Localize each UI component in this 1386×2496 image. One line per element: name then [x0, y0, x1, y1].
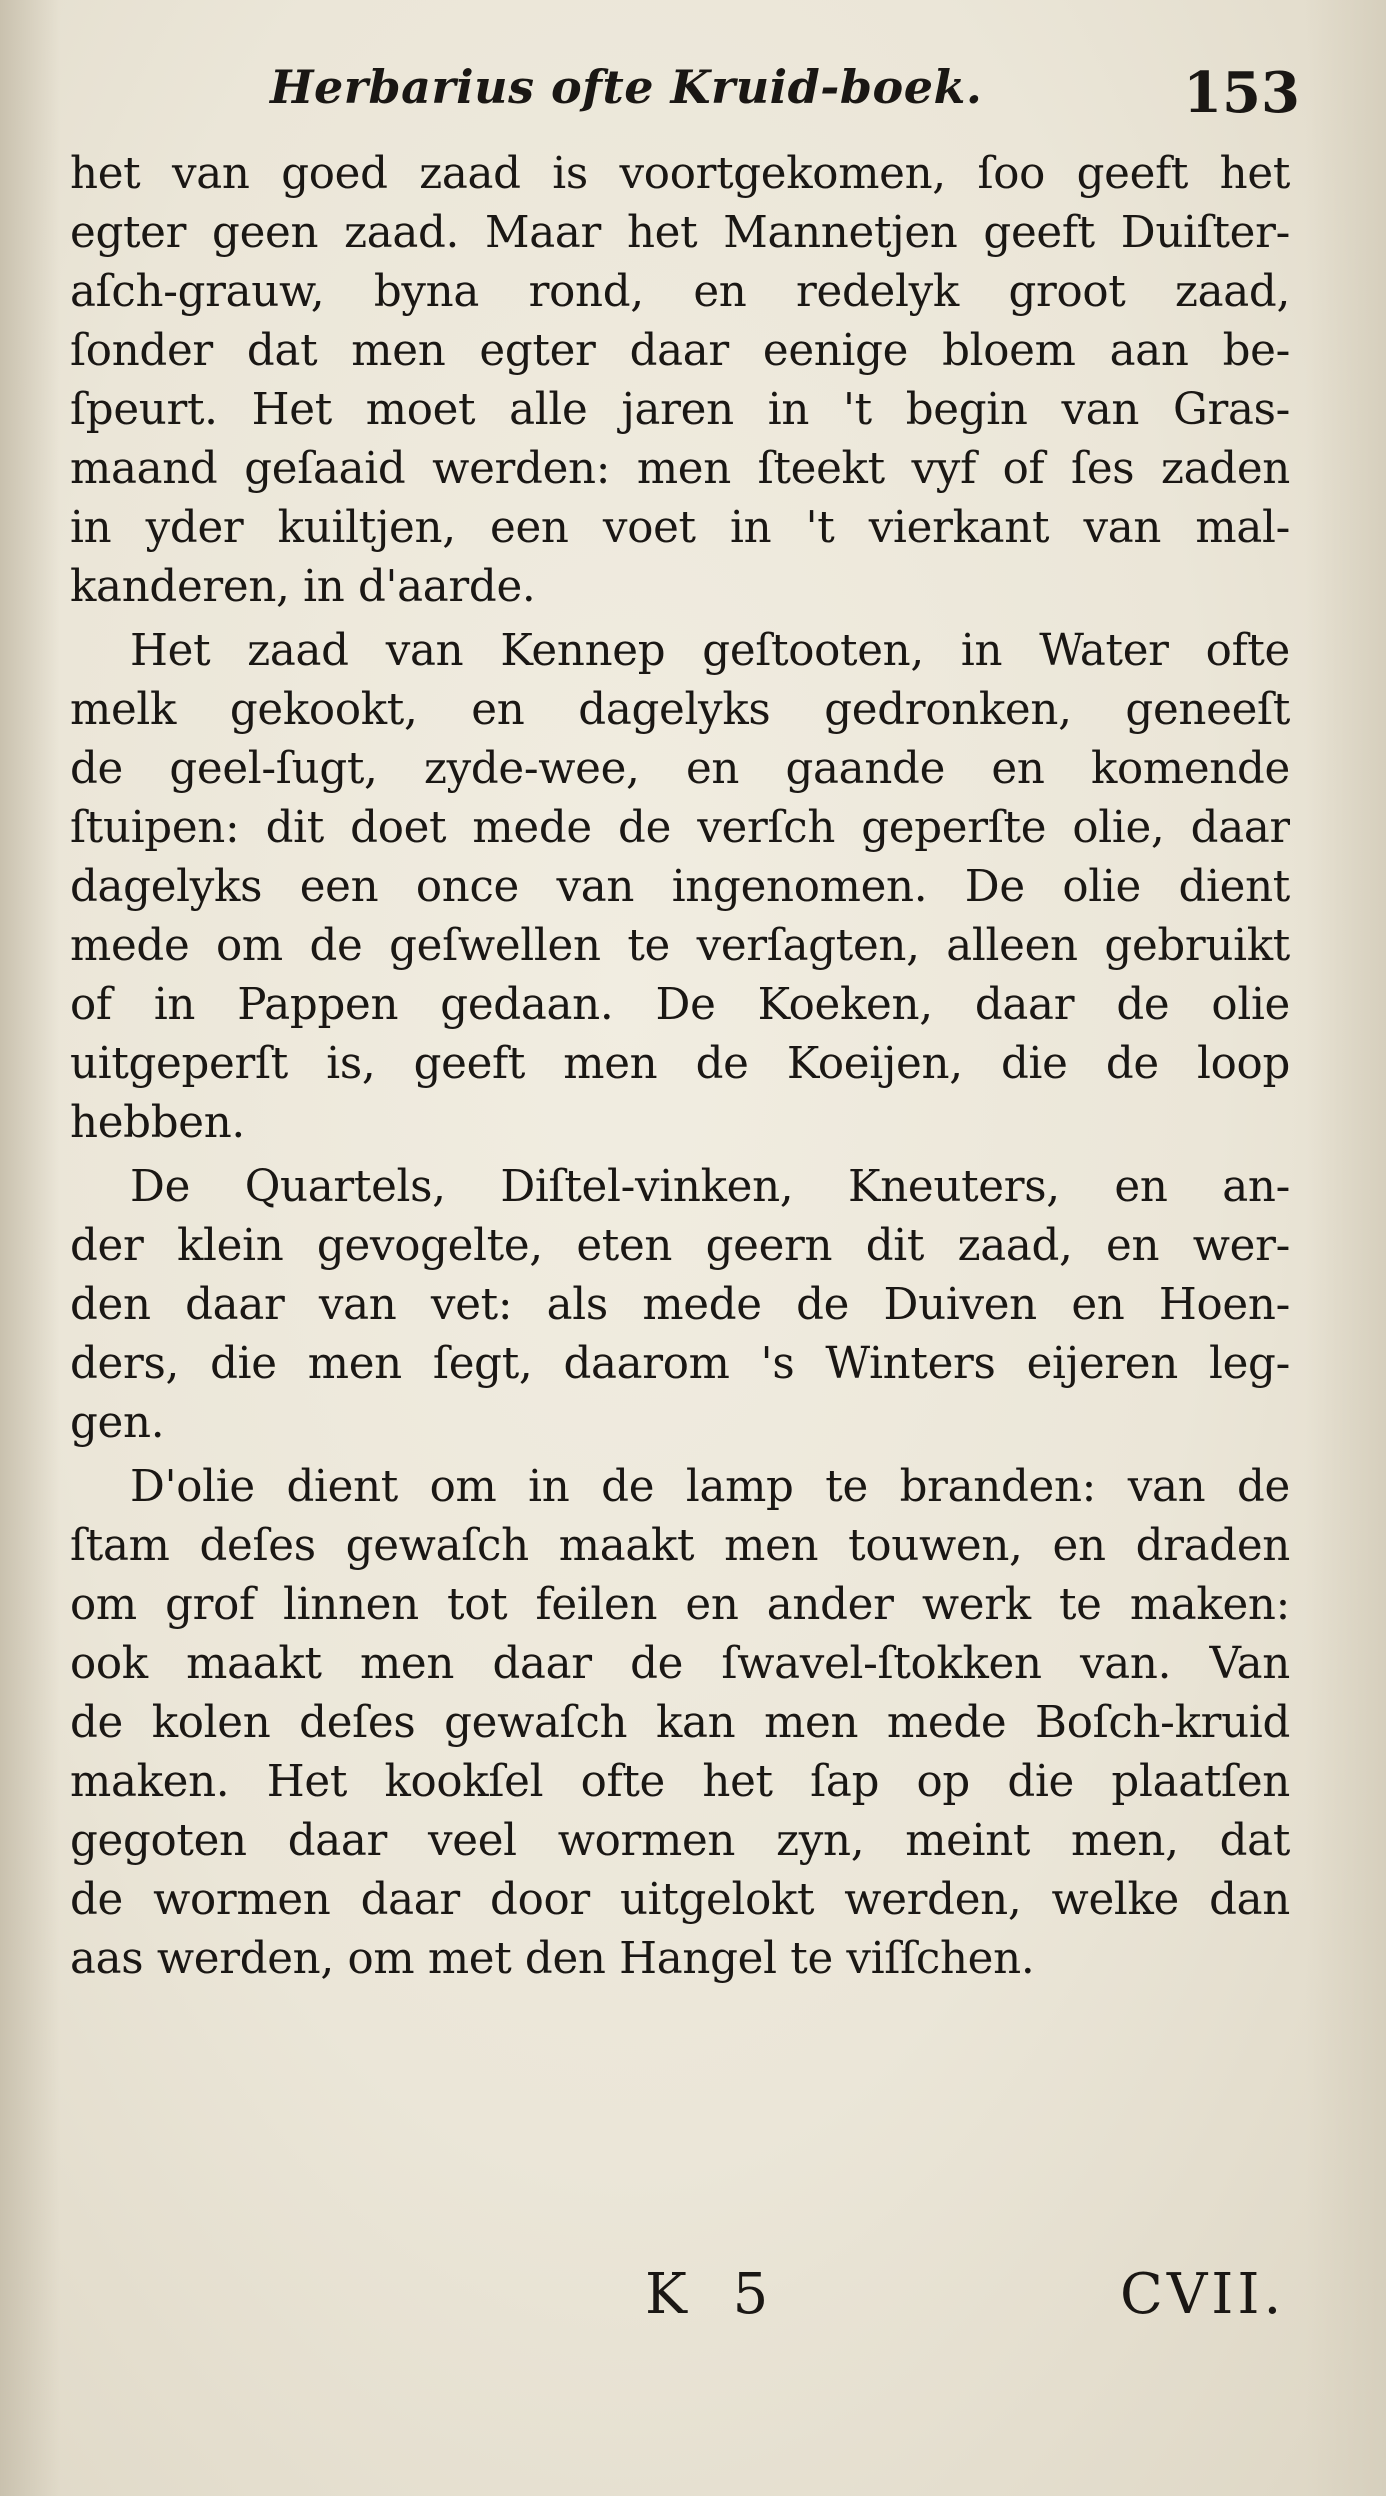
text-line: ſtuipen: dit doet mede de verſch geperſte olie, daar — [70, 803, 1290, 853]
text-line: uitgeperſt is, geeft men de Koeijen, die de loop — [70, 1039, 1290, 1089]
text-line: de wormen daar door uitgelokt werden, welke dan — [70, 1875, 1290, 1925]
text-line: ders, die men ſegt, daarom 's Winters eijeren leg- — [70, 1339, 1290, 1389]
text-line: maken. Het kookſel ofte het ſap op die plaatſen — [70, 1757, 1290, 1807]
text-line: gen. — [70, 1398, 165, 1448]
text-line: mede om de geſwellen te verſagten, alleen gebruikt — [70, 921, 1290, 971]
text-line: om grof linnen tot feilen en ander werk te maken: — [70, 1580, 1290, 1630]
text-line: aſch-grauw, byna rond, en redelyk groot zaad, — [70, 267, 1290, 317]
paragraph-1 — [70, 145, 1290, 617]
text-line: ſpeurt. Het moet alle jaren in 't begin van Gras- — [70, 385, 1290, 435]
text-line: aas werden, om met den Hangel te viſſchen. — [70, 1934, 1035, 1984]
text-line: of in Pappen gedaan. De Koeken, daar de olie — [70, 980, 1290, 1030]
paragraph-4 — [70, 1458, 1290, 1989]
text-line: gegoten daar veel wormen zyn, meint men, dat — [70, 1816, 1290, 1866]
text-line: ſonder dat men egter daar eenige bloem aan be- — [70, 326, 1290, 376]
text-line: de geel-ſugt, zyde-wee, en gaande en komende — [70, 744, 1290, 794]
page-edge — [1306, 0, 1386, 2496]
text-line: dagelyks een once van ingenomen. De olie dient — [70, 862, 1290, 912]
catchword: CVII. — [1120, 2262, 1286, 2327]
text-line: egter geen zaad. Maar het Mannetjen geeft Duiſter- — [70, 208, 1290, 258]
text-line: den daar van vet: als mede de Duiven en Hoen- — [70, 1280, 1290, 1330]
text-line: Het zaad van Kennep geſtooten, in Water ofte — [130, 626, 1290, 676]
text-line: De Quartels, Diſtel-vinken, Kneuters, en an- — [130, 1162, 1290, 1212]
text-line: kanderen, in d'aarde. — [70, 562, 536, 612]
text-line: ook maakt men daar de ſwavel-ſtokken van. Van — [70, 1639, 1290, 1689]
text-line: in yder kuiltjen, een voet in 't vierkant van mal- — [70, 503, 1290, 553]
paragraph-2 — [70, 622, 1290, 1153]
page-footer — [0, 2262, 1386, 2342]
page-header — [270, 60, 1320, 140]
text-line: hebben. — [70, 1098, 245, 1148]
text-line: maand geſaaid werden: men ſteekt vyf of ſes zaden — [70, 444, 1290, 494]
running-title: Herbarius ofte Kruid-boek. — [270, 60, 983, 114]
paragraph-3 — [70, 1158, 1290, 1453]
gutter-shadow — [0, 0, 60, 2496]
text-line: D'olie dient om in de lamp te branden: van de — [130, 1462, 1290, 1512]
text-line: ſtam deſes gewaſch maakt men touwen, en draden — [70, 1521, 1290, 1571]
text-line: der klein gevogelte, eten geern dit zaad, en wer- — [70, 1221, 1290, 1271]
text-line: de kolen deſes gewaſch kan men mede Boſch-kruid — [70, 1698, 1290, 1748]
page-number: 153 — [1183, 60, 1300, 126]
signature-mark: K 5 — [645, 2262, 783, 2327]
text-line: melk gekookt, en dagelyks gedronken, geneeſt — [70, 685, 1290, 735]
body-text — [70, 145, 1290, 1989]
text-line: het van goed zaad is voortgekomen, ſoo geeft het — [70, 149, 1290, 199]
